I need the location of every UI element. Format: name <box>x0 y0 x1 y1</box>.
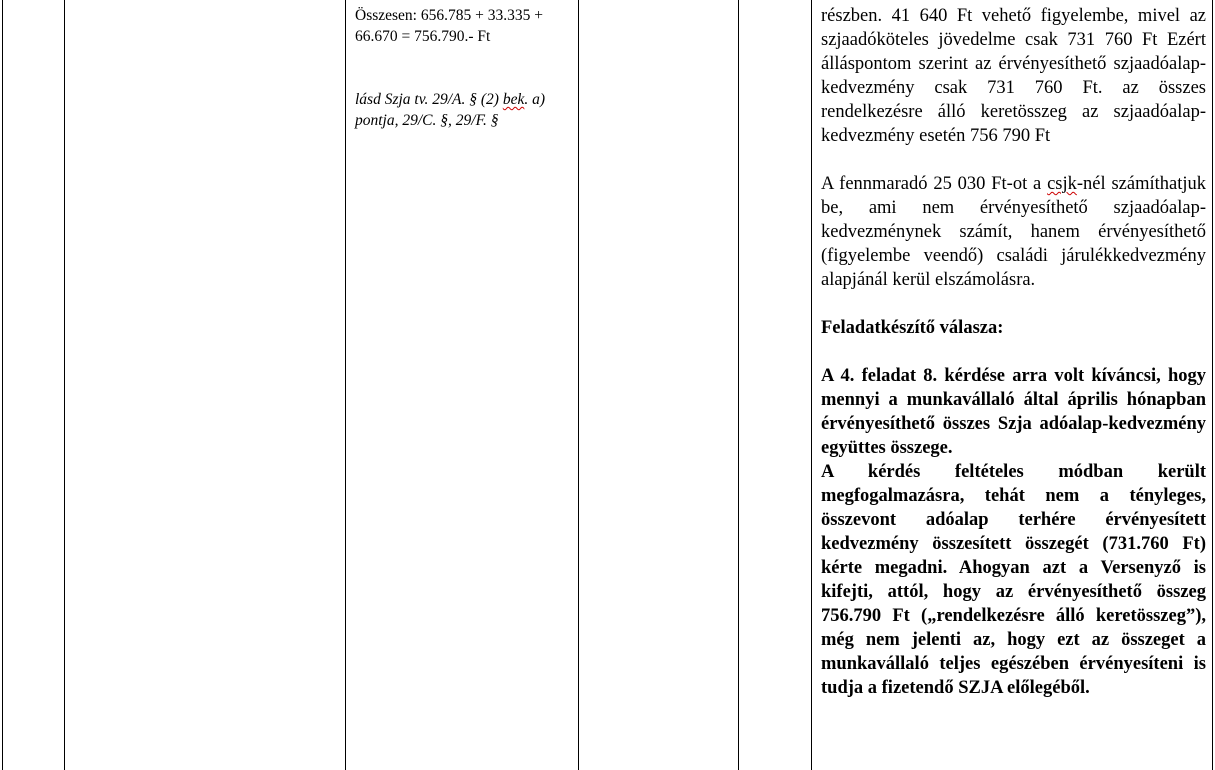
column-divider-1 <box>64 0 65 770</box>
table-border-right <box>1212 0 1213 770</box>
answer-paragraph-2: A kérdés feltételes módban került megfogalmazásra, tehát nem a tényleges, összevont adóalap terhére érvényesített kedvezmény összesített összegét (731.760 Ft) kérte megadni. Ahogyan azt a Versenyző is kifejti, attól, hogy az érvényesíthető összeg 756.790 Ft („rendelkezésre álló keretösszeg”), még nem jelenti az, hogy ezt az összeget a munkavállaló teljes egészében érvényesíteni is tudja a fizetendő SZJA előlegéből. <box>821 462 1206 698</box>
column-divider-3 <box>578 0 579 770</box>
table-border-left <box>2 0 3 770</box>
explanation-paragraph-2: A fennmaradó 25 030 Ft-ot a csjk-nél számíthatjuk be, ami nem érvényesíthető szjaadóalap-kedvezménynek számít, hanem érvényesíthető (figyelembe veendő) családi járulékkedvezmény alapjánál kerül elszámolásra. <box>821 174 1207 290</box>
calculation-cell <box>355 5 573 131</box>
sum-calculation: Összesen: 656.785 + 33.335 + 66.670 = 756.790.- Ft <box>355 7 543 45</box>
answer-heading: Feladatkészítő válasza: <box>821 318 1004 338</box>
column-divider-4 <box>738 0 739 770</box>
answer-paragraph-1: A 4. feladat 8. kérdése arra volt kíváncsi, hogy mennyi a munkavállaló által április hónapban érvényesíthető összes Szja adóalap-kedvezmény együttes összege. <box>821 366 1206 458</box>
spellcheck-word: csjk <box>1047 174 1077 194</box>
spellcheck-word: bek <box>502 91 525 108</box>
law-reference: lásd Szja tv. 29/A. § (2) bek. a) pontja, 29/C. §, 29/F. § <box>355 91 545 129</box>
explanation-cell <box>821 4 1206 700</box>
column-divider-5 <box>811 0 812 770</box>
explanation-paragraph-1: részben. 41 640 Ft vehető figyelembe, mivel az szjaadóköteles jövedelme csak 731 760 Ft Ezért álláspontom szerint az érvényesíthető szjaadóalap-kedvezmény csak 731 760 Ft. az összes rendelkezésre álló keretösszeg az szjaadóalap-kedvezmény esetén 756 790 Ft <box>821 6 1206 146</box>
column-divider-2 <box>345 0 346 770</box>
